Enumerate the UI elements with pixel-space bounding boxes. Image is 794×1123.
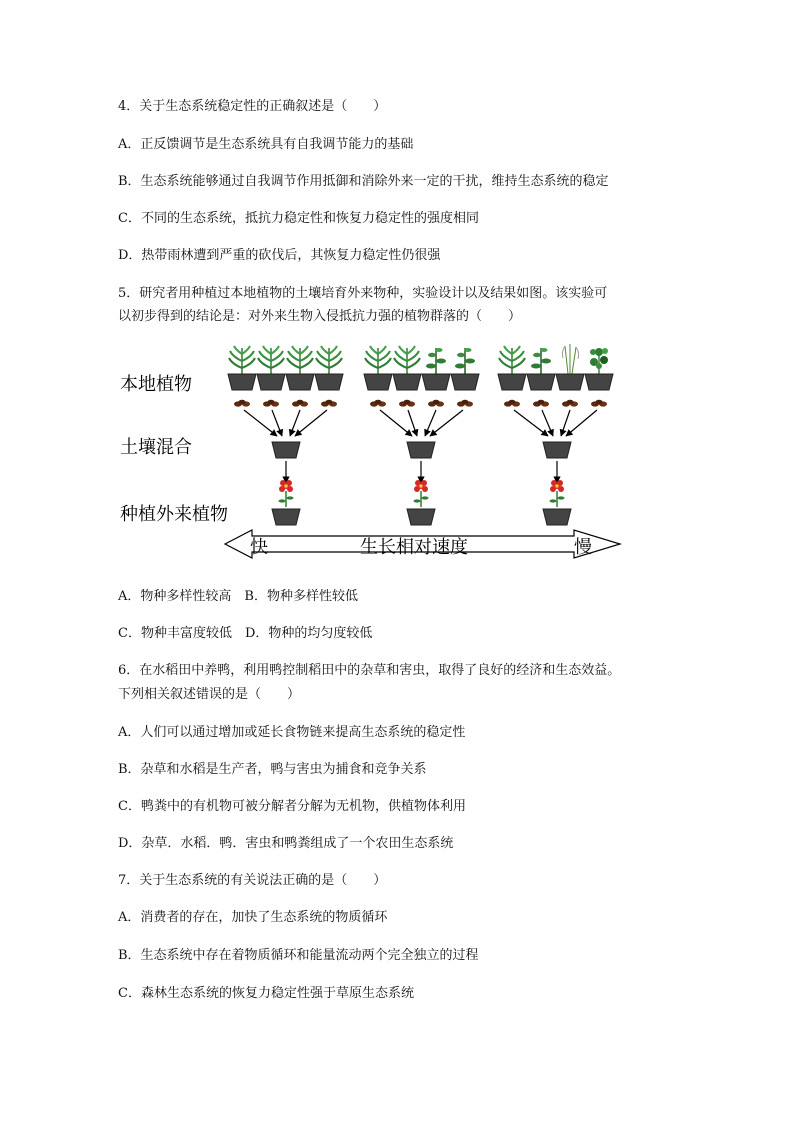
group-3: [498, 344, 613, 525]
q6-option-b: B．杂草和水稻是生产者，鸭与害虫为捕食和竞争关系: [118, 762, 427, 777]
label-soil-mix: 土壤混合: [120, 437, 192, 458]
q7-option-b: B．生态系统中存在着物质循环和能量流动两个完全独立的过程: [118, 948, 479, 963]
group-2: [364, 346, 479, 525]
q7-option-a: A．消费者的存在，加快了生态系统的物质循环: [118, 910, 388, 925]
q4-option-b: B．生态系统能够通过自我调节作用抵御和消除外来一定的干扰，维持生态系统的稳定: [118, 174, 609, 189]
q4-option-a: A．正反馈调节是生态系统具有自我调节能力的基础: [118, 137, 414, 152]
q6-stem-line2: 下列相关叙述错误的是（ ）: [118, 687, 301, 702]
q5-options-ab: A．物种多样性较高 B．物种多样性较低: [118, 589, 358, 604]
arrow-label-center: 生长相对速度: [360, 537, 468, 558]
label-plant-exotic: 种植外来植物: [120, 504, 228, 525]
label-native-plants: 本地植物: [120, 374, 192, 395]
q6-option-d: D．杂草．水稻．鸭．害虫和鸭粪组成了一个农田生态系统: [118, 836, 454, 851]
q5-stem-line2: 以初步得到的结论是：对外来生物入侵抵抗力强的植物群落的（ ）: [118, 309, 522, 324]
group-1: [228, 346, 343, 525]
q6-option-a: A．人们可以通过增加或延长食物链来提高生态系统的稳定性: [118, 725, 466, 740]
q6-stem-line1: 6．在水稻田中养鸭，利用鸭控制稻田中的杂草和害虫，取得了良好的经济和生态效益。: [118, 663, 621, 678]
q7-option-c: C．森林生态系统的恢复力稳定性强于草原生态系统: [118, 986, 414, 1001]
q4-stem: 4．关于生态系统稳定性的正确叙述是（ ）: [118, 99, 387, 114]
q4-option-d: D．热带雨林遭到严重的砍伐后，其恢复力稳定性仍很强: [118, 248, 441, 263]
arrow-label-slow: 慢: [574, 537, 592, 558]
q7-stem: 7．关于生态系统的有关说法正确的是（ ）: [118, 873, 387, 888]
q6-option-c: C．鸭粪中的有机物可被分解者分解为无机物，供植物体利用: [118, 799, 466, 814]
arrow-label-fast: 快: [250, 537, 268, 558]
q5-options-cd: C．物种丰富度较低 D．物种的均匀度较低: [118, 626, 373, 641]
q4-option-c: C．不同的生态系统，抵抗力稳定性和恢复力稳定性的强度相同: [118, 211, 479, 226]
experiment-figure: [112, 340, 632, 572]
q5-stem-line1: 5．研究者用种植过本地植物的土壤培育外来物种，实验设计以及结果如图。该实验可: [118, 286, 608, 301]
